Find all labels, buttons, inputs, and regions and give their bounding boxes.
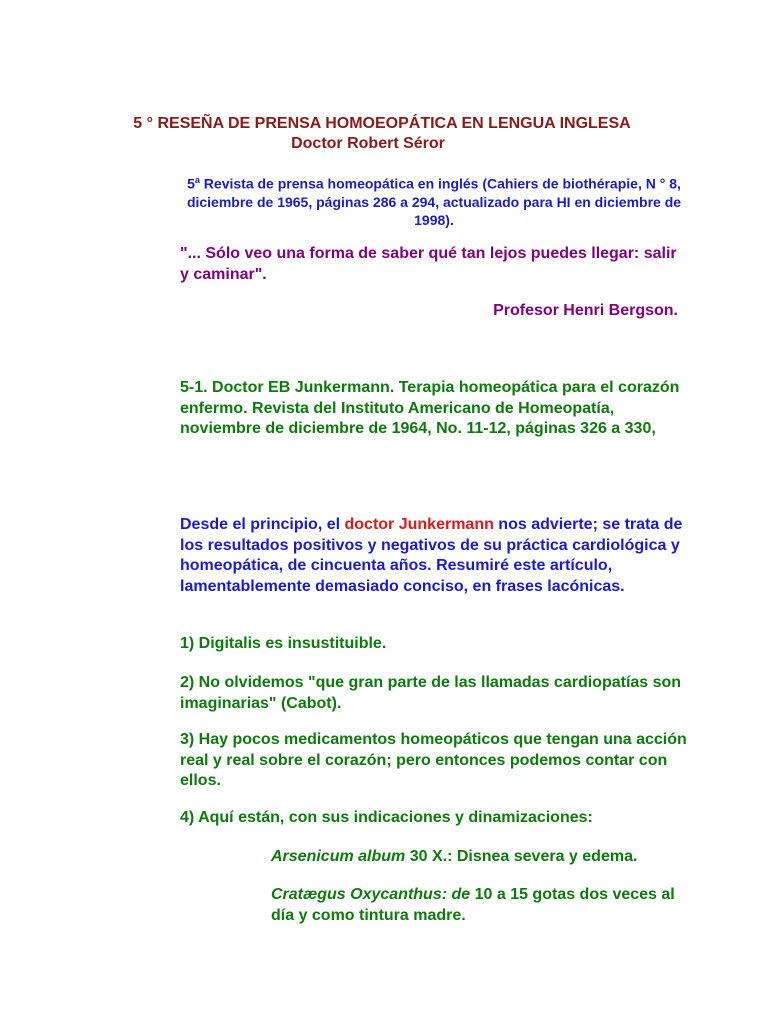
intro-after: nos advierte; se trata de los resultados positivos y negativos de su práctica cardiológica y homeopática, de cincuenta años. Resumiré este artículo, lamentablemente demasiado conciso, en frases lacónicas.: [180, 516, 683, 595]
epigraph-quote: "... Sólo veo una forma de saber qué tan lejos puedes llegar: salir y caminar".: [180, 245, 677, 283]
article-reference: 5-1. Doctor EB Junkermann. Terapia homeopática para el corazón enfermo. Revista del Instituto Americano de Homeopatía, noviembre de diciembre de 1964, No. 11-12, páginas 326 a 330,: [180, 379, 680, 437]
document-title: 5 ° RESEÑA DE PRENSA HOMOEOPÁTICA EN LENGUA INGLESA: [133, 115, 631, 132]
remedy-item: [271, 847, 691, 868]
point-2: 2) No olvidemos "que gran parte de las llamadas cardiopatías son imaginarias" (Cabot).: [180, 674, 682, 712]
subtitle-text: Revista de prensa homeopática en inglés (Cahiers de biothérapie, N ° 8, diciembre de 1965, páginas 286 a 294, actualizado para HI en diciembre de 1998).: [186, 175, 682, 228]
point-1: 1) Digitalis es insustituible.: [180, 635, 387, 652]
point-3: 3) Hay pocos medicamentos homeopáticos que tengan una acción real y real sobre el corazón; pero entonces podemos contar con ellos.: [180, 731, 687, 789]
intro-highlight: doctor Junkermann: [344, 516, 494, 533]
document-author: Doctor Robert Séror: [291, 135, 445, 152]
remedy-name: Arsenicum album: [271, 848, 406, 865]
remedy-name: Cratægus Oxycanthus: de: [271, 886, 471, 903]
epigraph-author: Profesor Henri Bergson.: [493, 302, 678, 319]
intro-paragraph: [180, 515, 690, 597]
subtitle-ordinal: a: [194, 175, 200, 185]
subtitle-number: 5: [187, 175, 195, 192]
remedy-item: [271, 885, 691, 926]
intro-before: Desde el principio, el: [180, 516, 345, 533]
document-subtitle: [184, 171, 684, 229]
remedy-text: 10 a 15 gotas dos veces al día y como tintura madre.: [271, 886, 675, 924]
point-4: 4) Aquí están, con sus indicaciones y dinamizaciones:: [180, 809, 593, 826]
remedy-text: 30 X.: Disnea severa y edema.: [405, 848, 638, 865]
